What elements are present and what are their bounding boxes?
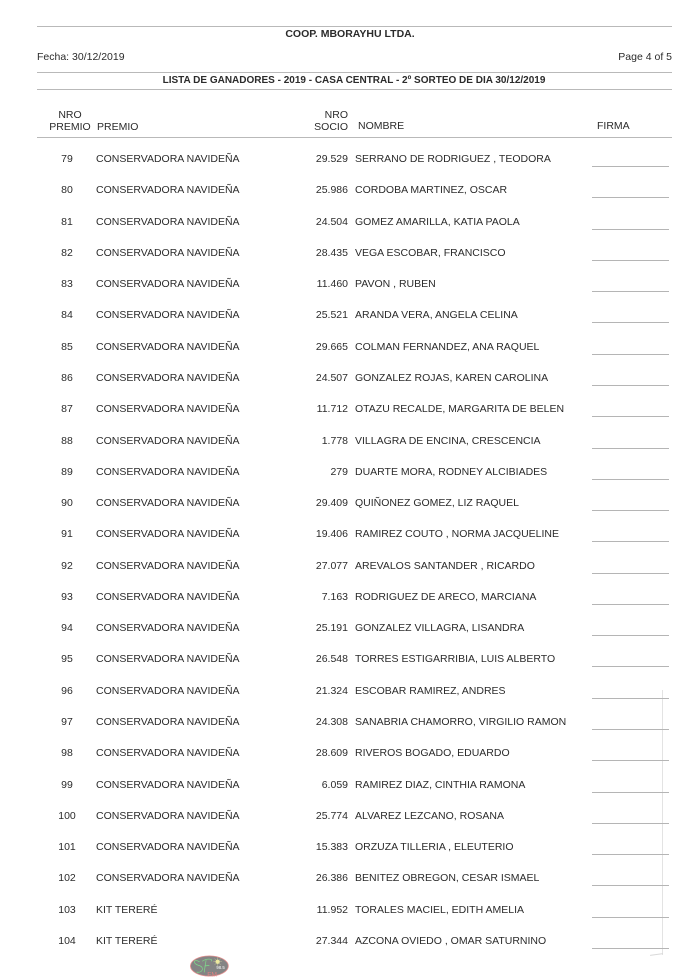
table-row	[0, 341, 700, 361]
nro-socio-cell: 29.409	[315, 497, 348, 510]
nro-socio-cell: 6.059	[321, 778, 348, 791]
nro-socio-cell: 11.460	[316, 278, 348, 291]
signature-line[interactable]	[592, 385, 669, 386]
table-row	[0, 309, 700, 329]
nro-premio-cell: 99	[61, 778, 73, 791]
nombre-cell: OTAZU RECALDE, MARGARITA DE BELEN	[355, 403, 565, 416]
nombre-cell: AZCONA OVIEDO , OMAR SATURNINO	[355, 935, 547, 947]
nro-socio-cell: 19.406	[315, 528, 348, 541]
nro-premio-cell: 100	[58, 809, 76, 822]
table-row	[0, 372, 700, 392]
signature-line[interactable]	[592, 260, 669, 261]
nro-socio-cell: 25.191	[315, 622, 348, 635]
signature-line[interactable]	[592, 416, 669, 417]
nro-premio-cell: 79	[61, 153, 73, 165]
signature-line[interactable]	[592, 885, 669, 886]
nro-premio-cell: 103	[58, 903, 76, 916]
nombre-cell: PAVON , RUBEN	[355, 278, 436, 291]
table-row	[0, 560, 700, 580]
table-row	[0, 528, 700, 548]
nombre-cell: GOMEZ AMARILLA, KATIA PAOLA	[355, 215, 520, 228]
column-header-nro-premio-line2: PREMIO	[49, 121, 91, 133]
nro-socio-cell: 25.521	[315, 309, 348, 322]
premio-cell: CONSERVADORA NAVIDEÑA	[96, 246, 240, 259]
table-row	[0, 466, 700, 486]
signature-line[interactable]	[592, 573, 669, 574]
nombre-cell: RIVEROS BOGADO, EDUARDO	[355, 747, 510, 760]
premio-cell: CONSERVADORA NAVIDEÑA	[96, 184, 240, 197]
premio-cell: CONSERVADORA NAVIDEÑA	[96, 497, 240, 510]
nro-premio-cell: 97	[61, 716, 73, 729]
report-date: Fecha: 30/12/2019	[37, 51, 125, 63]
nro-premio-cell: 85	[61, 340, 73, 353]
nro-socio-cell: 25.774	[315, 809, 348, 822]
table-row	[0, 779, 700, 799]
nro-premio-cell: 98	[61, 747, 73, 760]
column-header-firma: FIRMA	[597, 120, 630, 132]
column-header-nro-socio-line2: SOCIO	[314, 121, 348, 133]
nro-socio-cell: 27.077	[315, 559, 348, 572]
table-row	[0, 747, 700, 767]
nombre-cell: VEGA ESCOBAR, FRANCISCO	[355, 246, 506, 259]
table-row	[0, 653, 700, 673]
premio-cell: CONSERVADORA NAVIDEÑA	[96, 684, 240, 697]
premio-cell: CONSERVADORA NAVIDEÑA	[96, 153, 240, 165]
premio-cell: CONSERVADORA NAVIDEÑA	[96, 653, 240, 666]
nro-premio-cell: 90	[61, 497, 73, 510]
nro-socio-cell: 28.609	[315, 747, 348, 760]
table-row	[0, 403, 700, 423]
nro-premio-cell: 93	[61, 590, 73, 603]
signature-line[interactable]	[592, 604, 669, 605]
nombre-cell: SANABRIA CHAMORRO, VIRGILIO RAMON	[355, 716, 567, 729]
nombre-cell: SERRANO DE RODRIGUEZ , TEODORA	[355, 153, 551, 165]
nro-socio-cell: 15.383	[315, 841, 348, 854]
page-indicator: Page 4 of 5	[618, 51, 672, 63]
premio-cell: CONSERVADORA NAVIDEÑA	[96, 590, 240, 603]
watermark-frequency: 98.5	[216, 965, 225, 971]
nro-premio-cell: 94	[61, 622, 73, 635]
nombre-cell: GONZALEZ ROJAS, KAREN CAROLINA	[355, 371, 549, 384]
nombre-cell: QUIÑONEZ GOMEZ, LIZ RAQUEL	[355, 497, 519, 510]
premio-cell: CONSERVADORA NAVIDEÑA	[96, 340, 240, 353]
premio-cell: CONSERVADORA NAVIDEÑA	[96, 841, 240, 854]
nombre-cell: ESCOBAR RAMIREZ, ANDRES	[355, 684, 506, 697]
signature-line[interactable]	[592, 854, 669, 855]
signature-line[interactable]	[592, 354, 669, 355]
table-row	[0, 685, 700, 705]
nro-premio-cell: 80	[61, 184, 73, 197]
premio-cell: CONSERVADORA NAVIDEÑA	[96, 434, 240, 447]
nro-socio-cell: 21.324	[315, 684, 348, 697]
table-row	[0, 716, 700, 736]
signature-line[interactable]	[592, 698, 669, 699]
premio-cell: CONSERVADORA NAVIDEÑA	[96, 559, 240, 572]
nombre-cell: DUARTE MORA, RODNEY ALCIBIADES	[355, 465, 548, 478]
signature-line[interactable]	[592, 760, 669, 761]
signature-line[interactable]	[592, 729, 669, 730]
premio-cell: CONSERVADORA NAVIDEÑA	[96, 747, 240, 760]
nro-socio-cell: 7.163	[321, 590, 348, 603]
nombre-cell: COLMAN FERNANDEZ, ANA RAQUEL	[355, 340, 540, 353]
premio-cell: CONSERVADORA NAVIDEÑA	[96, 403, 240, 416]
premio-cell: CONSERVADORA NAVIDEÑA	[96, 465, 240, 478]
nombre-cell: ALVAREZ LEZCANO, ROSANA	[355, 809, 504, 822]
table-row	[0, 497, 700, 517]
nombre-cell: CORDOBA MARTINEZ, OSCAR	[355, 184, 508, 197]
nombre-cell: ORZUZA TILLERIA , ELEUTERIO	[355, 841, 514, 854]
nombre-cell: RODRIGUEZ DE ARECO, MARCIANA	[355, 590, 537, 603]
table-row	[0, 872, 700, 892]
nro-premio-cell: 102	[58, 872, 76, 885]
nro-premio-cell: 91	[61, 528, 73, 541]
nombre-cell: TORRES ESTIGARRIBIA, LUIS ALBERTO	[355, 653, 556, 666]
premio-cell: CONSERVADORA NAVIDEÑA	[96, 716, 240, 729]
table-row	[0, 153, 700, 173]
signature-line[interactable]	[592, 166, 669, 167]
table-row	[0, 247, 700, 267]
nro-premio-cell: 87	[61, 403, 73, 416]
table-row	[0, 216, 700, 236]
nro-premio-cell: 96	[61, 684, 73, 697]
nombre-cell: GONZALEZ VILLAGRA, LISANDRA	[355, 622, 525, 635]
premio-cell: CONSERVADORA NAVIDEÑA	[96, 278, 240, 291]
premio-cell: CONSERVADORA NAVIDEÑA	[96, 528, 240, 541]
table-row	[0, 184, 700, 204]
premio-cell: KIT TERERÉ	[96, 935, 158, 947]
nro-socio-cell: 24.504	[315, 215, 348, 228]
signature-line[interactable]	[592, 229, 669, 230]
nro-socio-cell: 26.548	[315, 653, 348, 666]
nombre-cell: BENITEZ OBREGON, CESAR ISMAEL	[355, 872, 540, 885]
nro-premio-cell: 81	[61, 215, 73, 228]
watermark-band: FM	[207, 971, 217, 977]
signature-line[interactable]	[592, 917, 669, 918]
premio-cell: CONSERVADORA NAVIDEÑA	[96, 778, 240, 791]
nro-socio-cell: 279	[330, 465, 348, 478]
signature-line[interactable]	[592, 197, 669, 198]
table-row	[0, 935, 700, 955]
table-row	[0, 622, 700, 642]
column-header-nombre: NOMBRE	[358, 120, 405, 132]
signature-line[interactable]	[592, 792, 669, 793]
column-header-nro-premio-line1: NRO	[58, 109, 82, 121]
table-row	[0, 904, 700, 924]
nombre-cell: AREVALOS SANTANDER , RICARDO	[355, 559, 535, 572]
nro-socio-cell: 24.308	[315, 716, 348, 729]
signature-line[interactable]	[592, 635, 669, 636]
signature-line[interactable]	[592, 510, 669, 511]
table-row	[0, 435, 700, 455]
nro-premio-cell: 101	[58, 841, 76, 854]
signature-line[interactable]	[592, 948, 669, 949]
nro-socio-cell: 29.665	[315, 340, 348, 353]
signature-line[interactable]	[592, 322, 669, 323]
nro-socio-cell: 28.435	[315, 246, 348, 259]
nro-premio-cell: 83	[61, 278, 73, 291]
table-row	[0, 810, 700, 830]
nro-socio-cell: 11.952	[316, 903, 348, 916]
signature-line[interactable]	[592, 541, 669, 542]
premio-cell: CONSERVADORA NAVIDEÑA	[96, 622, 240, 635]
nro-premio-cell: 95	[61, 653, 73, 666]
nro-socio-cell: 26.386	[315, 872, 348, 885]
nro-premio-cell: 104	[58, 935, 76, 947]
nro-premio-cell: 89	[61, 465, 73, 478]
organization-name: COOP. MBORAYHU LTDA.	[285, 28, 415, 40]
nombre-cell: TORALES MACIEL, EDITH AMELIA	[355, 903, 525, 916]
signature-line[interactable]	[592, 479, 669, 480]
premio-cell: CONSERVADORA NAVIDEÑA	[96, 809, 240, 822]
nombre-cell: VILLAGRA DE ENCINA, CRESCENCIA	[355, 434, 541, 447]
signature-line[interactable]	[592, 291, 669, 292]
nro-socio-cell: 27.344	[315, 935, 348, 947]
premio-cell: CONSERVADORA NAVIDEÑA	[96, 872, 240, 885]
signature-line[interactable]	[592, 823, 669, 824]
nro-premio-cell: 82	[61, 246, 73, 259]
list-title: LISTA DE GANADORES - 2019 - CASA CENTRAL - 2º SORTEO DE DIA 30/12/2019	[162, 75, 546, 86]
nombre-cell: RAMIREZ DIAZ, CINTHIA RAMONA	[355, 778, 526, 791]
column-header-nro-socio-line1: NRO	[324, 109, 348, 121]
premio-cell: CONSERVADORA NAVIDEÑA	[96, 309, 240, 322]
nro-premio-cell: 88	[61, 434, 73, 447]
nro-socio-cell: 24.507	[315, 371, 348, 384]
nro-socio-cell: 29.529	[315, 153, 348, 165]
premio-cell: CONSERVADORA NAVIDEÑA	[96, 215, 240, 228]
nro-premio-cell: 86	[61, 371, 73, 384]
nro-premio-cell: 92	[61, 559, 73, 572]
nombre-cell: RAMIREZ COUTO , NORMA JACQUELINE	[355, 528, 559, 541]
table-row	[0, 841, 700, 861]
table-row	[0, 278, 700, 298]
premio-cell: CONSERVADORA NAVIDEÑA	[96, 371, 240, 384]
signature-line[interactable]	[592, 448, 669, 449]
column-header-premio: PREMIO	[97, 121, 139, 133]
nro-socio-cell: 11.712	[316, 403, 348, 416]
nro-socio-cell: 25.986	[315, 184, 348, 197]
table-row	[0, 591, 700, 611]
premio-cell: KIT TERERÉ	[96, 903, 158, 916]
signature-line[interactable]	[592, 666, 669, 667]
nro-premio-cell: 84	[61, 309, 73, 322]
nombre-cell: ARANDA VERA, ANGELA CELINA	[355, 309, 518, 322]
nro-socio-cell: 1.778	[321, 434, 348, 447]
